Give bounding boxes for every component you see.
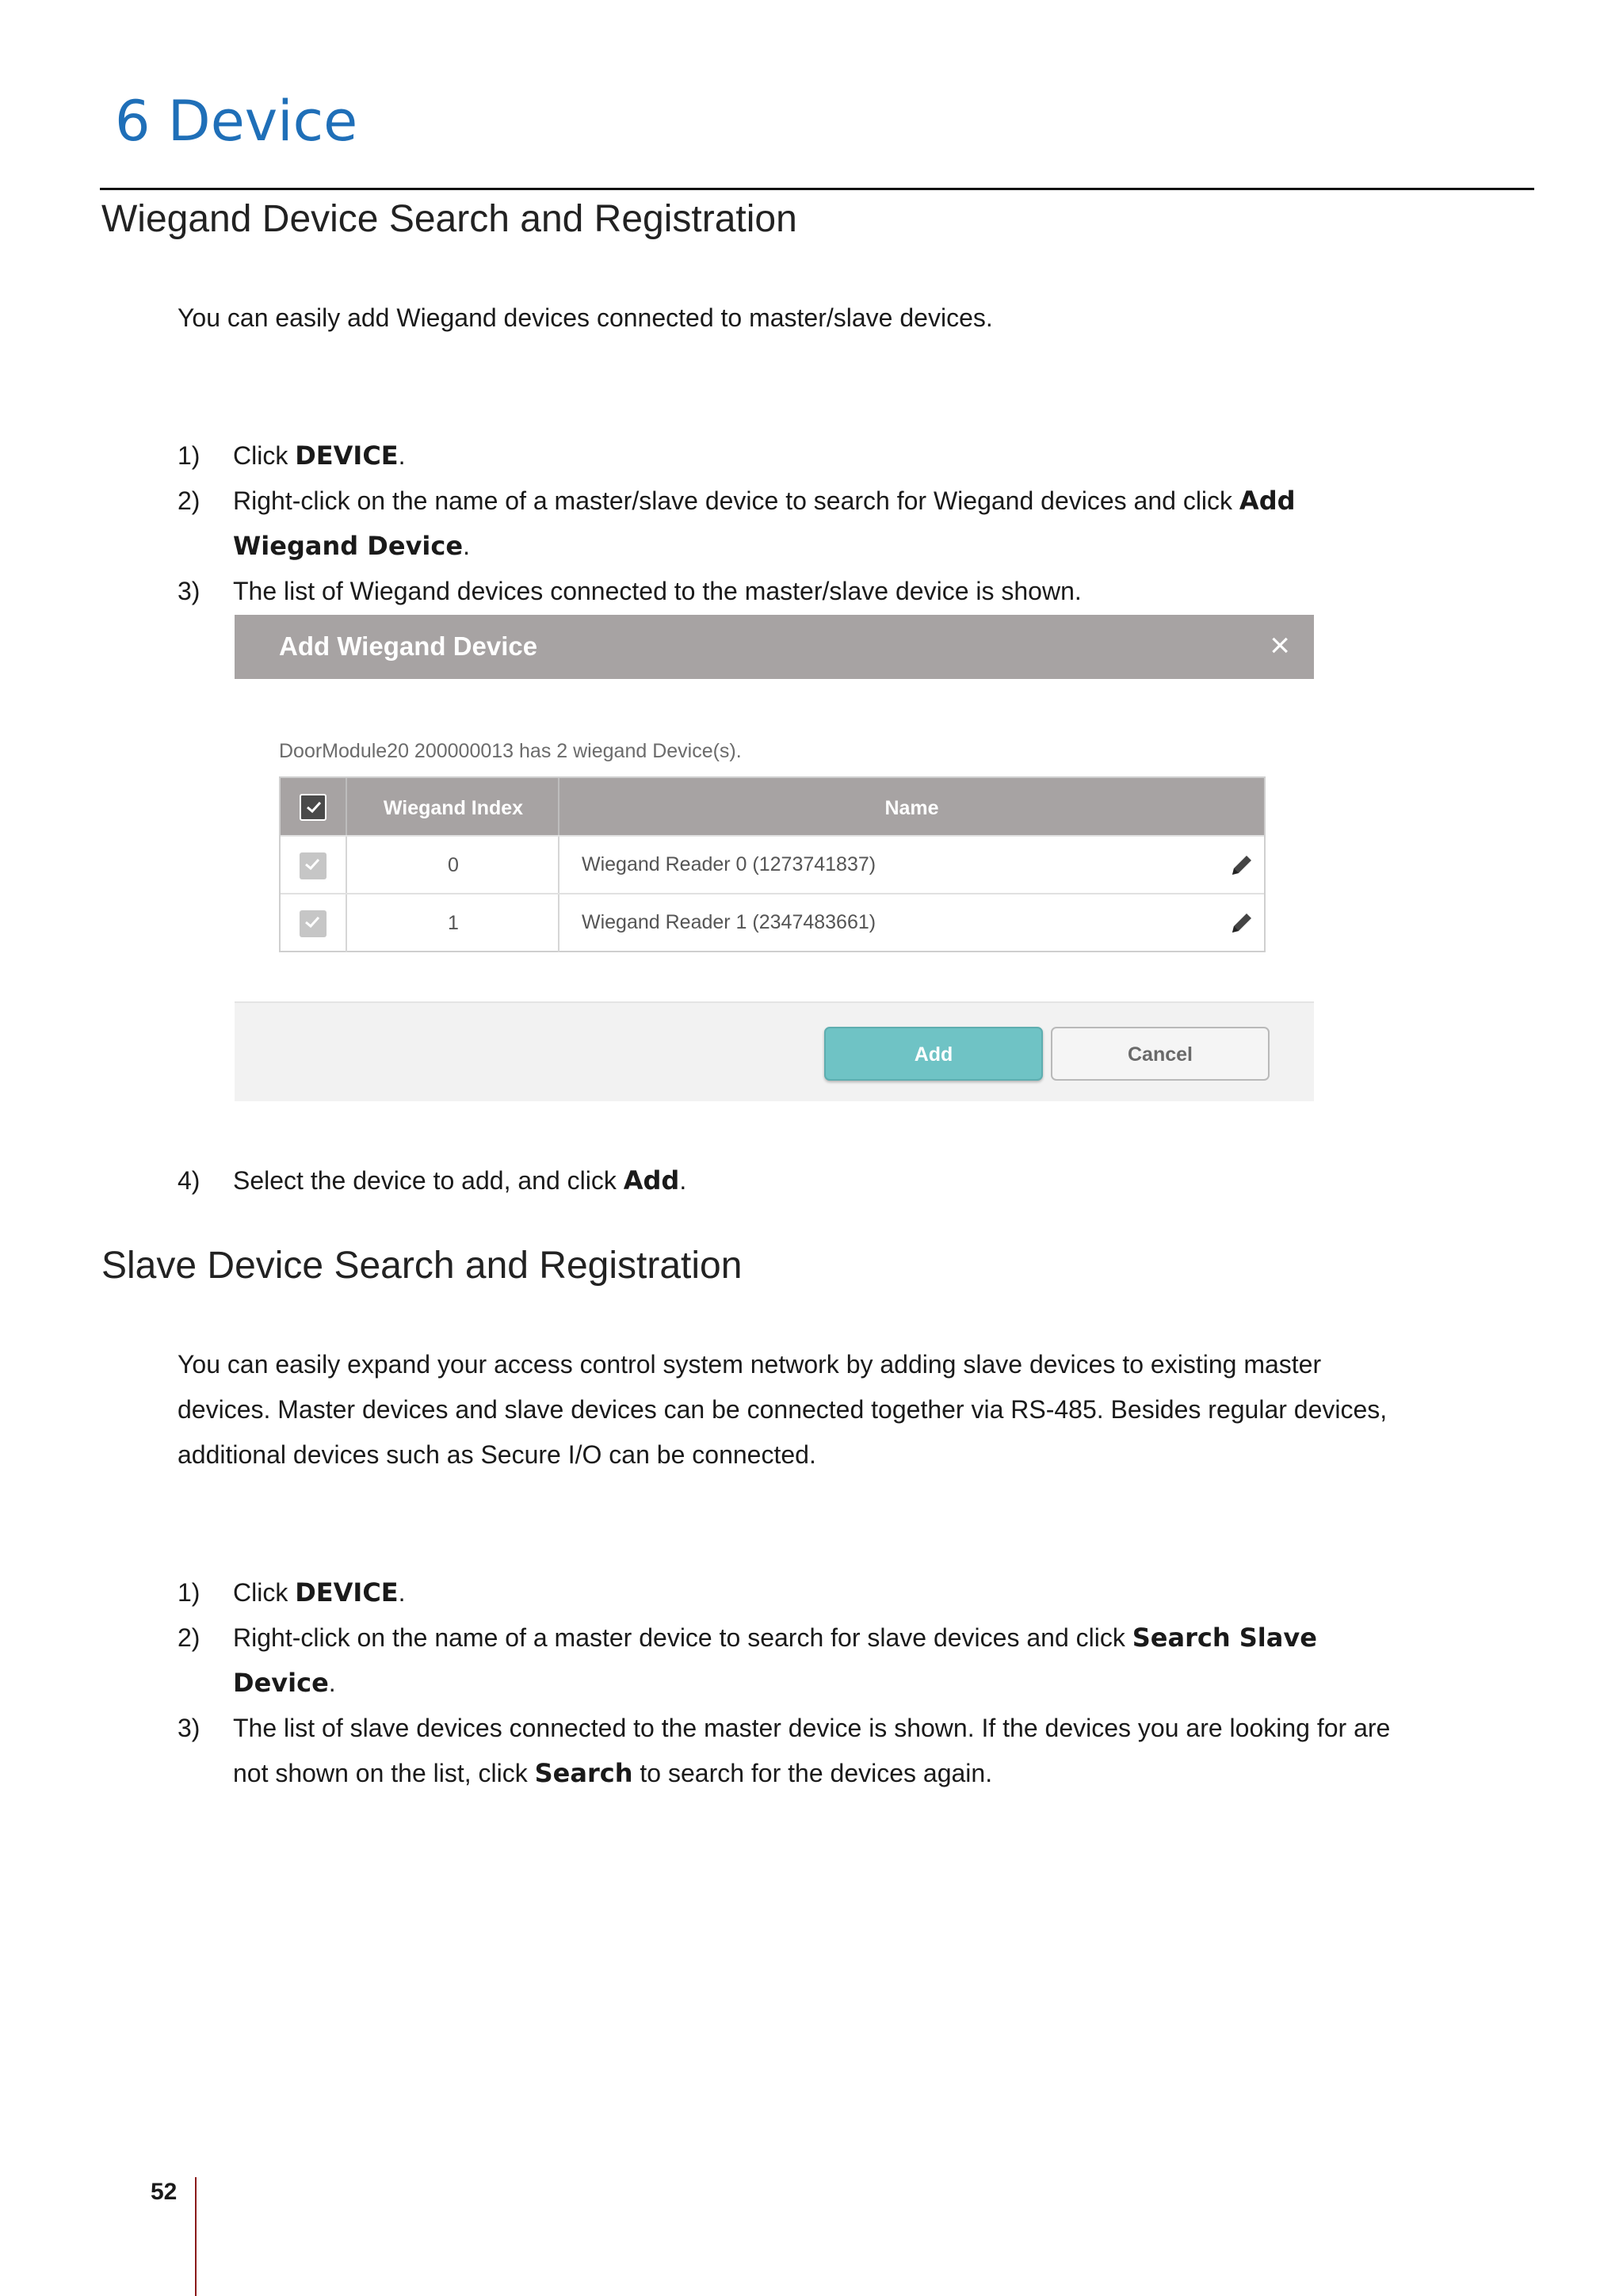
edit-pencil-icon[interactable] — [1228, 851, 1256, 879]
step-text: Click — [233, 441, 296, 470]
step-text-end: . — [328, 1669, 336, 1697]
page-number-rule — [195, 2177, 197, 2296]
column-header-name[interactable]: Name — [884, 797, 939, 819]
header-name-cell — [558, 778, 1264, 837]
row-index-cell — [346, 837, 559, 894]
section-title-wiegand: Wiegand Device Search and Registration — [101, 198, 797, 240]
table-row[interactable] — [281, 835, 1264, 894]
select-all-cell — [281, 778, 346, 837]
section-intro-slave: You can easily expand your access control system network by adding slave devices to existing master devices. Master devices and slave devices can be connected together via RS-485. Besides regular devices, additional devices such as Secure I/O can be connected. — [178, 1350, 1388, 1469]
step-keyword: Search — [534, 1758, 633, 1788]
table-header — [281, 778, 1264, 837]
select-all-checkbox[interactable] — [300, 794, 327, 821]
step-number: 1) — [178, 1578, 200, 1607]
add-wiegand-device-dialog — [235, 615, 1314, 1100]
step-text-end: . — [398, 1578, 406, 1607]
row-checkbox[interactable] — [300, 910, 327, 937]
row-checkbox-cell — [281, 837, 346, 894]
check-icon — [304, 858, 320, 871]
step-number: 2) — [178, 486, 200, 515]
step-text: Select the device to add, and click — [233, 1166, 624, 1195]
step-number: 3) — [178, 577, 200, 605]
edit-pencil-icon[interactable] — [1228, 909, 1256, 937]
step-number: 1) — [178, 441, 200, 470]
list-item — [178, 433, 1414, 479]
wiegand-device-table — [279, 776, 1266, 952]
step-text: The list of Wiegand devices connected to the master/slave device is shown. — [233, 577, 1082, 605]
row-index: 1 — [448, 912, 459, 934]
check-icon — [304, 916, 320, 929]
list-item — [178, 1158, 1414, 1203]
steps-list-slave — [178, 1570, 1414, 1796]
step-text: Click — [233, 1578, 296, 1607]
chapter-title: 6 Device — [115, 89, 358, 154]
table-row[interactable] — [281, 893, 1264, 952]
steps-list-wiegand — [178, 433, 1414, 614]
column-header-index[interactable]: Wiegand Index — [383, 797, 524, 819]
row-name: Wiegand Reader 1 (2347483661) — [582, 911, 876, 933]
step-keyword: Search Slave Device — [233, 1623, 1317, 1698]
step-text-end: to search for the devices again. — [632, 1759, 993, 1787]
step-keyword: DEVICE — [295, 441, 399, 471]
header-index-cell — [346, 778, 559, 837]
close-icon[interactable]: × — [1270, 626, 1290, 665]
step-number: 4) — [178, 1166, 200, 1195]
dialog-title: Add Wiegand Device — [279, 631, 538, 661]
step-text-end: . — [679, 1166, 687, 1195]
section-title-slave: Slave Device Search and Registration — [101, 1245, 743, 1287]
step-number: 2) — [178, 1623, 200, 1652]
step-keyword: DEVICE — [295, 1577, 399, 1608]
row-name: Wiegand Reader 0 (1273741837) — [582, 853, 876, 875]
row-name-cell — [558, 894, 1264, 952]
step-text: Right-click on the name of a master/slave device to search for Wiegand devices and click — [233, 486, 1239, 515]
step-text: Right-click on the name of a master device to search for slave devices and click — [233, 1623, 1132, 1652]
step-number: 3) — [178, 1714, 200, 1742]
dialog-footer — [235, 1001, 1314, 1101]
row-index: 0 — [448, 854, 459, 876]
cancel-button[interactable]: Cancel — [1051, 1027, 1270, 1081]
dialog-message: DoorModule20 200000013 has 2 wiegand Device(s). — [279, 740, 742, 762]
step-text: The list of slave devices connected to the master device is shown. If the devices you are looking for are not shown on the list, click — [233, 1714, 1391, 1787]
dialog-header — [235, 615, 1314, 679]
row-checkbox[interactable] — [300, 852, 327, 879]
section-intro-wiegand: You can easily add Wiegand devices connected to master/slave devices. — [178, 303, 993, 332]
list-item — [178, 569, 1414, 614]
list-item — [178, 1615, 1414, 1706]
step-text-end: . — [463, 532, 470, 560]
row-checkbox-cell — [281, 894, 346, 952]
steps-list-wiegand-continued — [178, 1158, 1414, 1203]
chapter-divider — [100, 188, 1534, 190]
page-number: 52 — [151, 2179, 178, 2205]
step-keyword: Add — [623, 1165, 680, 1196]
row-name-cell — [558, 837, 1264, 894]
list-item — [178, 479, 1414, 569]
step-text-end: . — [398, 441, 406, 470]
row-index-cell — [346, 894, 559, 952]
list-item — [178, 1706, 1414, 1796]
step-keyword: Add Wiegand Device — [233, 486, 1296, 561]
list-item — [178, 1570, 1414, 1615]
check-icon — [306, 801, 322, 814]
add-button[interactable]: Add — [824, 1027, 1043, 1081]
